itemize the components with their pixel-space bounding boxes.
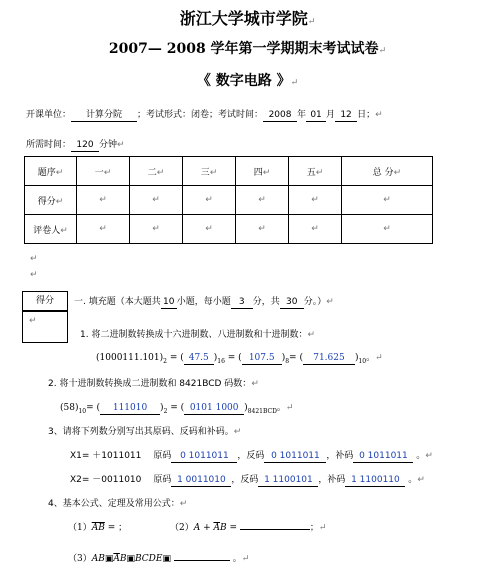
question-4-item-3: $(3)AB▣\overline{A}B▣BCDE▣$ 。↵ — [68, 554, 250, 564]
score-row — [25, 186, 433, 215]
answer-bcd: 0101 1000 — [184, 403, 244, 415]
answer-dec: 71.625 — [303, 353, 355, 365]
answer-oct: 107.5 — [242, 353, 282, 365]
score-cell: ↵ — [236, 186, 289, 215]
question-4-item-2: $(2)A + \overline{A}B$ = ；↵ — [170, 523, 327, 533]
exam-day: 12 — [335, 110, 357, 122]
table-header-cell: 题序↵ — [25, 157, 77, 186]
score-cell: ↵ — [130, 186, 183, 215]
score-cell: ↵ — [77, 186, 130, 215]
school-title: 浙江大学城市学院↵ — [179, 9, 316, 28]
answer-binary: 111010 — [100, 403, 160, 415]
grader-cell: ↵ — [130, 215, 183, 244]
term-title: 2007— 2008 学年第一学期期末考试试卷↵ — [108, 41, 387, 57]
x2-inverse-code: 1 1100101 — [258, 475, 318, 487]
section-score-entry-box: ↵ — [22, 311, 68, 343]
x2-complement-code: 1 1100110 — [345, 475, 405, 487]
question-4-item-1: $(1)\overline{AB}$ = ； — [68, 523, 128, 533]
grader-cell: ↵ — [77, 215, 130, 244]
x2-original-code: 1 0011010 — [171, 475, 231, 487]
question-1-text: 1. 将二进制数转换成十六进制数、八进制数和十进制数：↵ — [80, 330, 315, 340]
section1-heading: 一. 填充题（本大题共 10 小题，每小题 3 分，共 30 分。）↵ — [74, 297, 334, 307]
question-1-equation: $(1000111.101)_2$ = ( 47.5 )$_{16}$ = ( 107.5 )$_8=$ ( 71.625 )$_{10}$。↵ — [96, 353, 383, 365]
table-header-cell: 总 分↵ — [342, 157, 433, 186]
table-header-cell: 三↵ — [183, 157, 236, 186]
table-header-cell: 四↵ — [236, 157, 289, 186]
score-table — [24, 156, 433, 244]
question-3-text: 3、请将下列数分别写出其原码、反码和补码。↵ — [48, 427, 242, 437]
question-3-x2-line: X2= －0011010 原码 1 0011010 ，反码 1 1100101 ，补码 1 1100110 。↵ — [70, 475, 425, 485]
x1-inverse-code: 0 1011011 — [264, 451, 326, 463]
row-label: 得分↵ — [25, 186, 77, 215]
score-cell: ↵ — [342, 186, 433, 215]
question-2-text: 2. 将十进制数转换成二进制数和 8421BCD 码数：↵ — [48, 379, 259, 389]
duration-value: 120 — [71, 140, 99, 152]
exam-duration-line: 所需时间： 120 分钟↵ — [26, 140, 125, 150]
score-cell: ↵ — [289, 186, 342, 215]
grader-row — [25, 215, 433, 244]
x1-original-code: 0 1011011 — [171, 451, 237, 463]
table-header-cell: 二↵ — [130, 157, 183, 186]
exam-month: 01 — [306, 110, 326, 122]
table-header-cell: 五↵ — [289, 157, 342, 186]
exam-info-line: 开课单位： 计算分院 ；考试形式：闭卷；考试时间： 2008 年 01 月 12 日；↵ — [26, 110, 383, 120]
score-cell: ↵ — [183, 186, 236, 215]
grader-cell: ↵ — [342, 215, 433, 244]
row-label: 评卷人↵ — [25, 215, 77, 244]
unit-value: 计算分院 — [71, 110, 137, 122]
section-score-label-box: 得分 — [22, 291, 68, 311]
score-table-header-row — [25, 157, 433, 186]
course-title: 《 数字电路 》↵ — [196, 73, 299, 89]
question-2-equation: $(58)_{10}=$ ( 111010 )$_2$ = ( 0101 1000 )$_{8421BCD}$。↵ — [60, 403, 294, 415]
grader-cell: ↵ — [183, 215, 236, 244]
paragraph-mark: ↵ — [30, 270, 38, 280]
grader-cell: ↵ — [289, 215, 342, 244]
question-3-x1-line: X1= ＋1011011 原码 0 1011011 ，反码 0 1011011 ，补码 0 1011011 。↵ — [70, 451, 433, 461]
answer-hex: 47.5 — [184, 353, 214, 365]
table-header-cell: 一↵ — [77, 157, 130, 186]
question-4-text: 4、基本公式、定理及常用公式：↵ — [48, 499, 188, 509]
x1-complement-code: 0 1011011 — [353, 451, 413, 463]
exam-year: 2008 — [263, 110, 297, 122]
grader-cell: ↵ — [236, 215, 289, 244]
paragraph-mark: ↵ — [30, 254, 38, 264]
